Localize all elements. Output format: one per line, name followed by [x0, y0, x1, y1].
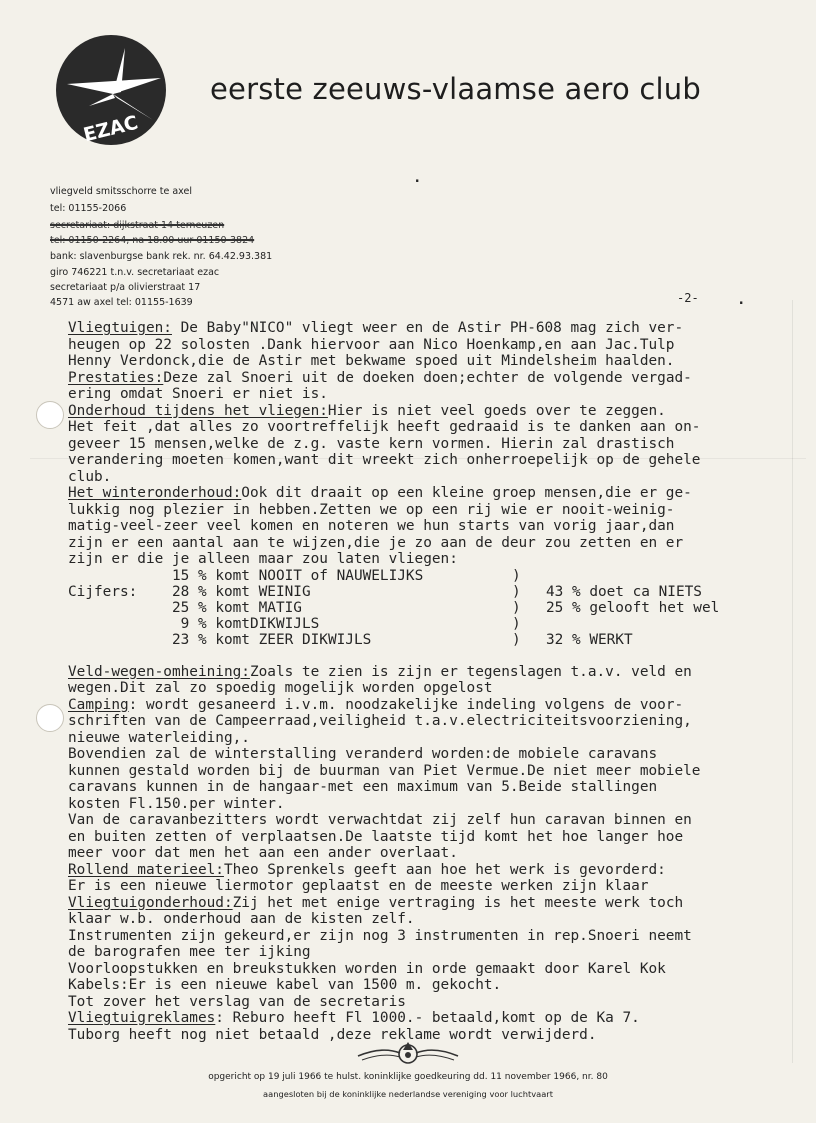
stats-bracket: ): [512, 583, 521, 600]
text-line: [68, 697, 788, 714]
text-line: [68, 353, 788, 370]
text-line: [68, 551, 788, 568]
stats-summary: 25 % gelooft het wel: [546, 599, 720, 616]
stats-bracket: ): [512, 631, 521, 648]
text-line: [68, 664, 788, 681]
line-text: en buiten zetten of verplaatsen.De laatste tijd komt het hoe langer hoe: [68, 828, 684, 845]
line-text: Van de caravanbezitters wordt verwachtdat zij zelf hun caravan binnen en: [68, 812, 692, 828]
text-line: [68, 713, 788, 730]
line-text: Zoals te zien is zijn er tegenslagen t.a.v. veld en: [249, 663, 692, 680]
text-line: [68, 386, 788, 403]
line-text: de barografen mee ter ijking: [68, 944, 311, 960]
stats-label: Cijfers:: [68, 583, 138, 600]
typewriter-mark: .: [737, 292, 746, 308]
address-line: bank: slavenburgse bank rek. nr. 64.42.93.381: [50, 251, 273, 262]
text-line: [68, 829, 788, 846]
line-text: verandering moeten komen,want dit wreekt zich onherroepelijk op de gehele: [68, 452, 701, 468]
text-line: [68, 419, 788, 436]
line-text: matig-veel-zeer veel komen en noteren we hun starts van vorig jaar,dan: [68, 518, 675, 534]
line-text: Henny Verdonck,die de Astir met bekwame spoed uit Mindelsheim haalden.: [68, 353, 675, 369]
stats-bracket: ): [512, 615, 521, 632]
stats-row: 9 % komtDIKWIJLS: [172, 615, 320, 632]
line-text: schriften van de Campeerraad,veiligheid t.a.v.electriciteitsvoorziening,: [68, 713, 692, 729]
line-text: heugen op 22 solosten .Dank hiervoor aan Nico Hoenkamp,en aan Jac.Tulp: [68, 336, 675, 353]
section-heading: Het winteronderhoud:: [68, 485, 242, 501]
line-text: klaar w.b. onderhoud aan de kisten zelf.: [68, 911, 415, 927]
text-line: [68, 928, 788, 945]
line-text: Theo Sprenkels geeft aan hoe het werk is gevorderd:: [223, 861, 666, 878]
address-line: vliegveld smitsschorre te axel: [50, 186, 192, 197]
punch-hole: [36, 401, 64, 429]
text-line: [68, 436, 788, 453]
text-line: [68, 994, 788, 1011]
line-text: Tuborg heeft nog niet betaald ,deze reklame wordt verwijderd.: [68, 1026, 597, 1043]
ezac-logo-icon: [55, 34, 167, 146]
stats-row: 28 % komt WEINIG: [172, 583, 311, 600]
line-text: zijn er die je alleen maar zou laten vliegen:: [68, 551, 458, 567]
text-block: [68, 320, 788, 568]
stats-summary: 43 % doet ca NIETS: [546, 583, 702, 600]
line-text: Er is een nieuwe liermotor geplaatst en de meeste werken zijn klaar: [68, 878, 649, 894]
text-line: [68, 746, 788, 763]
text-line: [68, 812, 788, 829]
club-name: eerste zeeuws-vlaamse aero club: [210, 72, 701, 106]
text-block: [68, 664, 788, 1044]
line-text: Tot zover het verslag van de secretaris: [68, 993, 406, 1010]
stats-row: 25 % komt MATIG: [172, 599, 302, 616]
text-line: [68, 1010, 788, 1027]
knvvl-emblem-icon: [356, 1036, 460, 1070]
line-text: : Reburo heeft Fl 1000.- betaald,komt op de Ka 7.: [215, 1010, 640, 1026]
text-line: [68, 911, 788, 928]
line-text: Bovendien zal de winterstalling veranderd worden:de mobiele caravans: [68, 746, 658, 762]
section-heading: Rollend materieel:: [68, 861, 224, 878]
stats-summary: 32 % WERKT: [546, 631, 633, 648]
line-text: club.: [68, 468, 112, 485]
text-line: [68, 878, 788, 895]
text-line: [68, 320, 788, 337]
text-line: [68, 469, 788, 486]
line-text: lukkig nog plezier in hebben.Zetten we op een rij wie er nooit-weinig-: [68, 501, 675, 518]
address-line: tel: 01155-2066: [50, 203, 127, 214]
line-text: : wordt gesaneerd i.v.m. noodzakelijke indeling volgens de voor-: [128, 696, 684, 713]
line-text: caravans kunnen in de hangaar-met een maximum van 5.Beide stallingen: [68, 779, 658, 795]
text-line: [68, 730, 788, 747]
text-line: [68, 502, 788, 519]
footer-founded: opgericht op 19 juli 1966 te hulst. koninklijke goedkeuring dd. 11 november 1966, nr. 80: [208, 1072, 608, 1082]
address-line: giro 746221 t.n.v. secretariaat ezac: [50, 267, 220, 278]
line-text: Deze zal Snoeri uit de doeken doen;echter de volgende vergad-: [163, 369, 692, 386]
fold-line-vertical: [792, 300, 793, 1063]
line-text: meer voor dat men het aan een ander overlaat.: [68, 845, 458, 861]
stats-bracket: ): [512, 599, 521, 616]
text-line: [68, 845, 788, 862]
line-text: Kabels:Er is een nieuwe kabel van 1500 m. gekocht.: [68, 977, 502, 993]
section-heading: Vliegtuigen:: [68, 320, 172, 336]
text-line: [68, 796, 788, 813]
stats-row: 23 % komt ZEER DIKWIJLS: [172, 631, 372, 648]
text-line: [68, 535, 788, 552]
section-heading: Camping: [68, 696, 129, 713]
section-heading: Vliegtuigonderhoud:: [68, 894, 233, 911]
text-line: [68, 403, 788, 420]
footer-affiliation: aangesloten bij de koninklijke nederlandse vereniging voor luchtvaart: [263, 1089, 553, 1099]
logo-text: EZAC: [81, 111, 141, 146]
line-text: zijn er een aantal aan te wijzen,die je zo aan de deur zou zetten en er: [68, 534, 684, 551]
section-heading: Veld-wegen-omheining:: [68, 663, 250, 680]
text-line: [68, 452, 788, 469]
text-line: [68, 763, 788, 780]
line-text: kunnen gestald worden bij de buurman van Piet Vermue.De niet meer mobiele: [68, 762, 701, 779]
text-line: [68, 680, 788, 697]
stats-table: [68, 568, 788, 650]
text-line: [68, 779, 788, 796]
section-heading: Vliegtuigreklames: [68, 1010, 216, 1026]
line-text: Instrumenten zijn gekeurd,er zijn nog 3 instrumenten in rep.Snoeri neemt: [68, 927, 692, 944]
text-line: [68, 961, 788, 978]
section-heading: Onderhoud tijdens het vliegen:: [68, 402, 328, 419]
stats-row: 15 % komt NOOIT of NAUWELIJKS: [172, 567, 424, 584]
address-line: secretariaat p/a olivierstraat 17: [50, 282, 201, 293]
address-line-struck: secretariaat: dijkstraat 14 terneuzen: [50, 220, 225, 231]
line-text: ering omdat Snoeri er niet is.: [68, 386, 328, 402]
line-text: De Baby"NICO" vliegt weer en de Astir PH-608 mag zich ver-: [171, 320, 684, 336]
address-line: 4571 aw axel tel: 01155-1639: [50, 297, 193, 308]
text-line: [68, 944, 788, 961]
line-text: Voorloopstukken en breukstukken worden in orde gemaakt door Karel Kok: [68, 960, 666, 977]
section-heading: Prestaties:: [68, 369, 164, 386]
text-line: [68, 370, 788, 387]
text-line: [68, 485, 788, 502]
letter-body: [68, 320, 788, 1043]
line-text: nieuwe waterleiding,.: [68, 729, 250, 746]
page-number: -2-: [677, 291, 699, 305]
stats-bracket: ): [512, 567, 521, 584]
line-text: wegen.Dit zal zo spoedig mogelijk worden opgelost: [68, 680, 493, 696]
line-text: geveer 15 mensen,welke de z.g. vaste kern vormen. Hierin zal drastisch: [68, 435, 675, 452]
text-line: [68, 518, 788, 535]
line-text: kosten Fl.150.per winter.: [68, 795, 285, 812]
typewriter-mark: .: [413, 170, 422, 186]
punch-hole: [36, 704, 64, 732]
line-text: Ook dit draait op een kleine groep mensen,die er ge-: [241, 485, 692, 501]
text-line: [68, 895, 788, 912]
text-line: [68, 862, 788, 879]
line-text: Zij het met enige vertraging is het meeste werk toch: [232, 894, 684, 911]
line-text: Het feit ,dat alles zo voortreffelijk heeft gedraaid is te danken aan on-: [68, 419, 701, 435]
text-line: [68, 977, 788, 994]
address-line-struck: tel: 01150-2264, na 18.00 uur 01150-3824: [50, 235, 255, 246]
text-line: [68, 337, 788, 354]
line-text: Hier is niet veel goeds over te zeggen.: [327, 402, 666, 419]
